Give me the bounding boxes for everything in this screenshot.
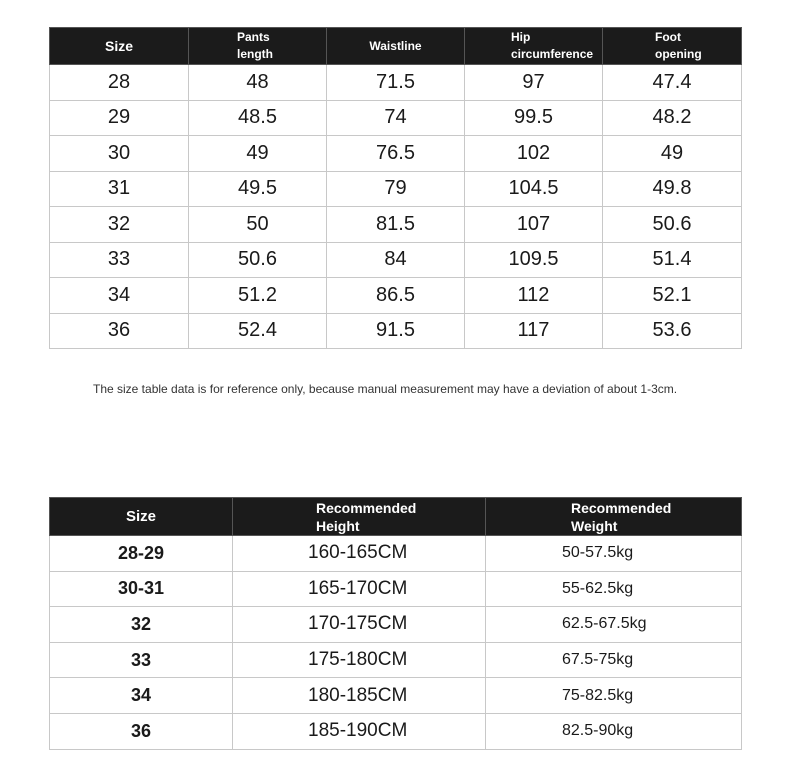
cell-waistline: 81.5 (327, 207, 465, 243)
table-row (50, 678, 742, 714)
cell-pants-length: 48.5 (189, 100, 327, 136)
cell-hip: 104.5 (465, 171, 603, 207)
cell-weight: 62.5-67.5kg (486, 607, 742, 643)
cell-waistline: 84 (327, 242, 465, 278)
cell-foot-opening: 51.4 (603, 242, 742, 278)
table-row (50, 713, 742, 749)
cell-hip: 112 (465, 278, 603, 314)
cell-foot-opening: 48.2 (603, 100, 742, 136)
cell-waistline: 76.5 (327, 136, 465, 172)
table-row (50, 571, 742, 607)
cell-size: 30 (50, 136, 189, 172)
cell-foot-opening: 50.6 (603, 207, 742, 243)
table-row (50, 607, 742, 643)
cell-waistline: 79 (327, 171, 465, 207)
size-table (49, 27, 742, 349)
header-recommended-weight: Recommended Weight (486, 498, 742, 536)
cell-height: 185-190CM (233, 713, 486, 749)
table-row (50, 65, 742, 101)
cell-weight: 82.5-90kg (486, 713, 742, 749)
cell-hip: 102 (465, 136, 603, 172)
measurement-note: The size table data is for reference only, because manual measurement may have a deviation of about 1-3cm. (93, 382, 678, 396)
cell-size: 34 (50, 678, 233, 714)
cell-height: 175-180CM (233, 642, 486, 678)
cell-size: 32 (50, 207, 189, 243)
cell-waistline: 86.5 (327, 278, 465, 314)
cell-waistline: 91.5 (327, 313, 465, 349)
header-foot-opening: Foot opening (603, 28, 742, 65)
cell-size: 32 (50, 607, 233, 643)
header-recommended-height: Recommended Height (233, 498, 486, 536)
cell-pants-length: 49.5 (189, 171, 327, 207)
cell-pants-length: 50 (189, 207, 327, 243)
cell-size: 31 (50, 171, 189, 207)
cell-pants-length: 50.6 (189, 242, 327, 278)
cell-weight: 50-57.5kg (486, 536, 742, 572)
cell-size: 34 (50, 278, 189, 314)
cell-foot-opening: 52.1 (603, 278, 742, 314)
cell-hip: 97 (465, 65, 603, 101)
cell-pants-length: 52.4 (189, 313, 327, 349)
cell-size: 33 (50, 642, 233, 678)
table-row (50, 313, 742, 349)
cell-hip: 107 (465, 207, 603, 243)
cell-hip: 109.5 (465, 242, 603, 278)
cell-waistline: 74 (327, 100, 465, 136)
cell-hip: 99.5 (465, 100, 603, 136)
cell-size: 36 (50, 713, 233, 749)
cell-foot-opening: 49 (603, 136, 742, 172)
cell-foot-opening: 53.6 (603, 313, 742, 349)
cell-size: 36 (50, 313, 189, 349)
cell-height: 165-170CM (233, 571, 486, 607)
recommendation-header-row (50, 498, 742, 536)
cell-size: 30-31 (50, 571, 233, 607)
table-row (50, 642, 742, 678)
cell-height: 160-165CM (233, 536, 486, 572)
table-row (50, 536, 742, 572)
header-waistline: Waistline (327, 28, 465, 65)
cell-weight: 55-62.5kg (486, 571, 742, 607)
cell-height: 170-175CM (233, 607, 486, 643)
header-size: Size (50, 498, 233, 536)
table-row (50, 242, 742, 278)
header-size: Size (50, 28, 189, 65)
cell-height: 180-185CM (233, 678, 486, 714)
size-table-header-row (50, 28, 742, 65)
cell-pants-length: 48 (189, 65, 327, 101)
cell-size: 29 (50, 100, 189, 136)
header-hip-circumference: Hip circumference (465, 28, 603, 65)
cell-weight: 67.5-75kg (486, 642, 742, 678)
cell-size: 28-29 (50, 536, 233, 572)
cell-pants-length: 49 (189, 136, 327, 172)
table-row (50, 171, 742, 207)
table-row (50, 100, 742, 136)
cell-foot-opening: 49.8 (603, 171, 742, 207)
table-row (50, 278, 742, 314)
table-row (50, 136, 742, 172)
cell-size: 28 (50, 65, 189, 101)
cell-foot-opening: 47.4 (603, 65, 742, 101)
recommendation-table (49, 497, 742, 750)
cell-pants-length: 51.2 (189, 278, 327, 314)
cell-hip: 117 (465, 313, 603, 349)
cell-weight: 75-82.5kg (486, 678, 742, 714)
table-row (50, 207, 742, 243)
header-pants-length: Pants length (189, 28, 327, 65)
cell-waistline: 71.5 (327, 65, 465, 101)
cell-size: 33 (50, 242, 189, 278)
